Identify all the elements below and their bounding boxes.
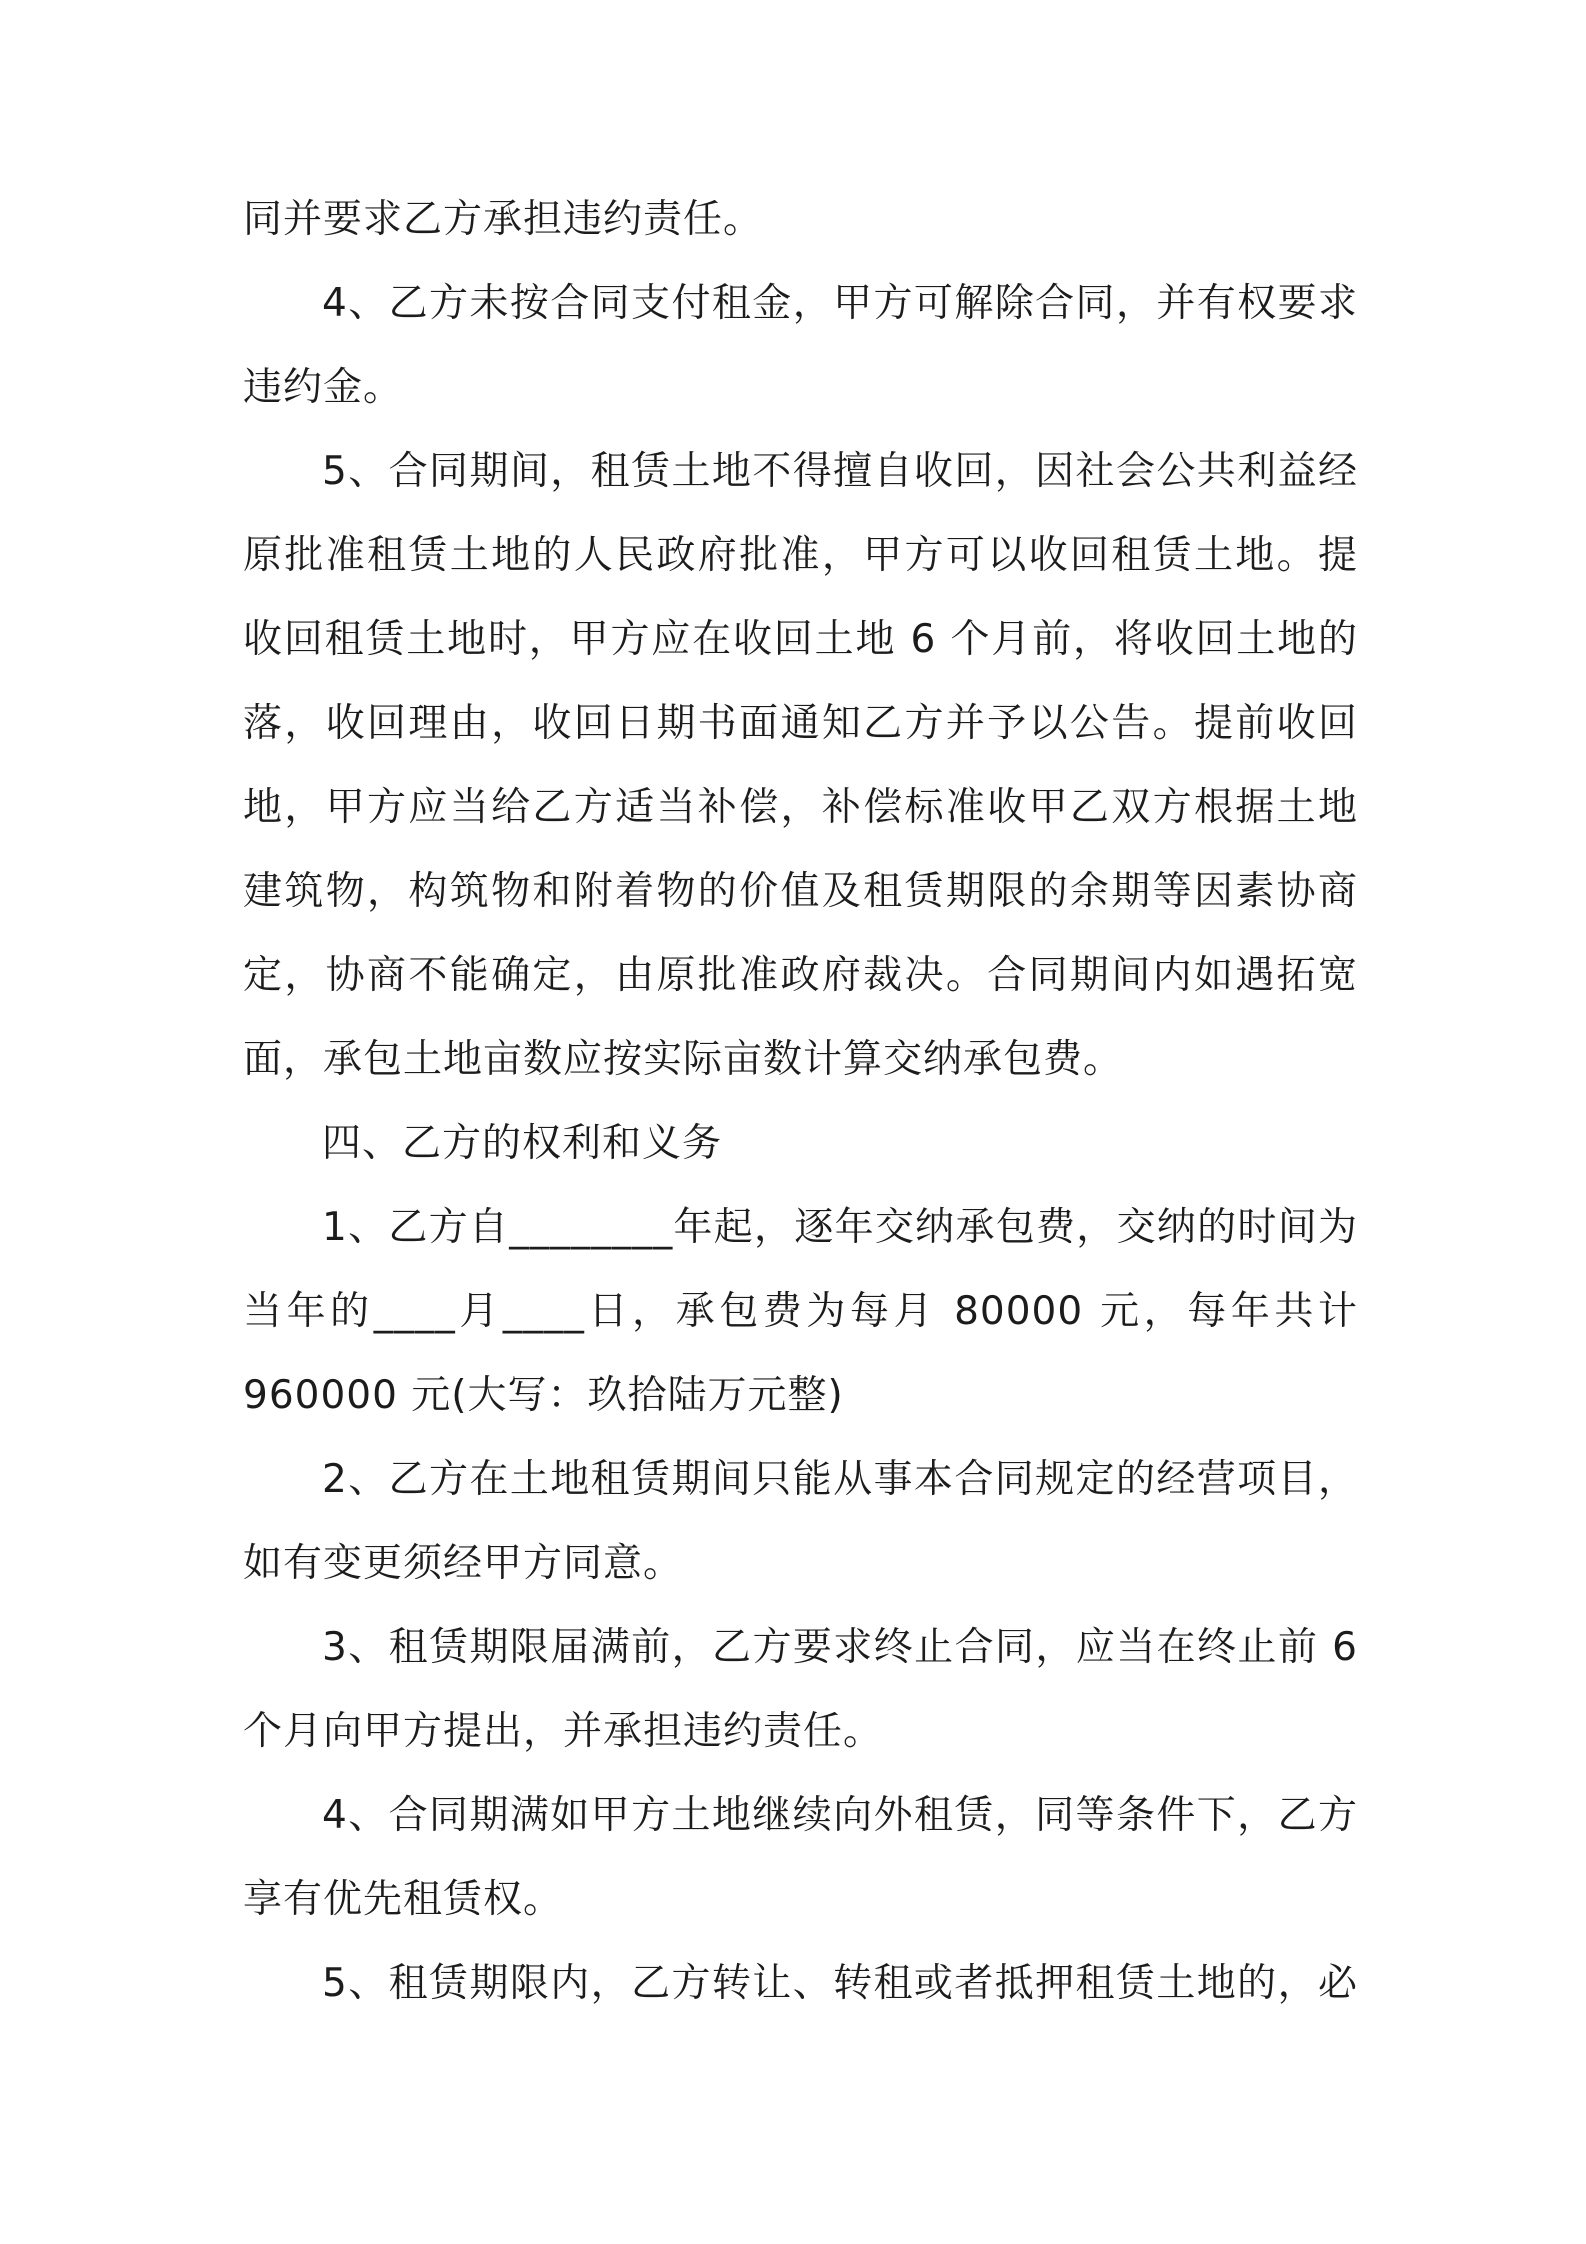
text-line: 当年的____月____日，承包费为每月 80000 元，每年共计 (243, 1289, 1358, 1334)
section-heading: 四、乙方的权利和义务 (322, 1121, 723, 1166)
text-line: 地，甲方应当给乙方适当补偿，补偿标准收甲乙双方根据土地 (243, 785, 1358, 830)
text-line: 个月向甲方提出，并承担违约责任。 (243, 1709, 884, 1754)
text-line: 定，协商不能确定，由原批准政府裁决。合同期间内如遇拓宽 (243, 953, 1358, 998)
text-line: 5、租赁期限内，乙方转让、转租或者抵押租赁土地的，必 (322, 1961, 1358, 2006)
text-line: 960000 元(大写：玖拾陆万元整) (243, 1373, 844, 1418)
document-body (243, 178, 1358, 2026)
text-line: 原批准租赁土地的人民政府批准，甲方可以收回租赁土地。提 (243, 533, 1358, 578)
text-line: 建筑物，构筑物和附着物的价值及租赁期限的余期等因素协商 (243, 869, 1358, 914)
text-line: 违约金。 (243, 365, 404, 410)
text-line: 1、乙方自________年起，逐年交纳承包费，交纳的时间为 (322, 1205, 1358, 1250)
text-line: 落，收回理由，收回日期书面通知乙方并予以公告。提前收回 (243, 701, 1358, 746)
text-line: 享有优先租赁权。 (243, 1877, 564, 1922)
text-line: 2、乙方在土地租赁期间只能从事本合同规定的经营项目， (322, 1457, 1358, 1502)
text-line: 4、合同期满如甲方土地继续向外租赁，同等条件下，乙方 (322, 1793, 1358, 1838)
text-line: 3、租赁期限届满前，乙方要求终止合同，应当在终止前 6 (322, 1625, 1358, 1670)
text-line: 同并要求乙方承担违约责任。 (243, 197, 764, 242)
text-line: 如有变更须经甲方同意。 (243, 1541, 684, 1586)
text-line: 面，承包土地亩数应按实际亩数计算交纳承包费。 (243, 1037, 1124, 1082)
text-line: 4、乙方未按合同支付租金，甲方可解除合同，并有权要求 (322, 281, 1358, 326)
text-line: 5、合同期间，租赁土地不得擅自收回，因社会公共利益经 (322, 449, 1358, 494)
text-line: 收回租赁土地时，甲方应在收回土地 6 个月前，将收回土地的 (243, 617, 1358, 662)
